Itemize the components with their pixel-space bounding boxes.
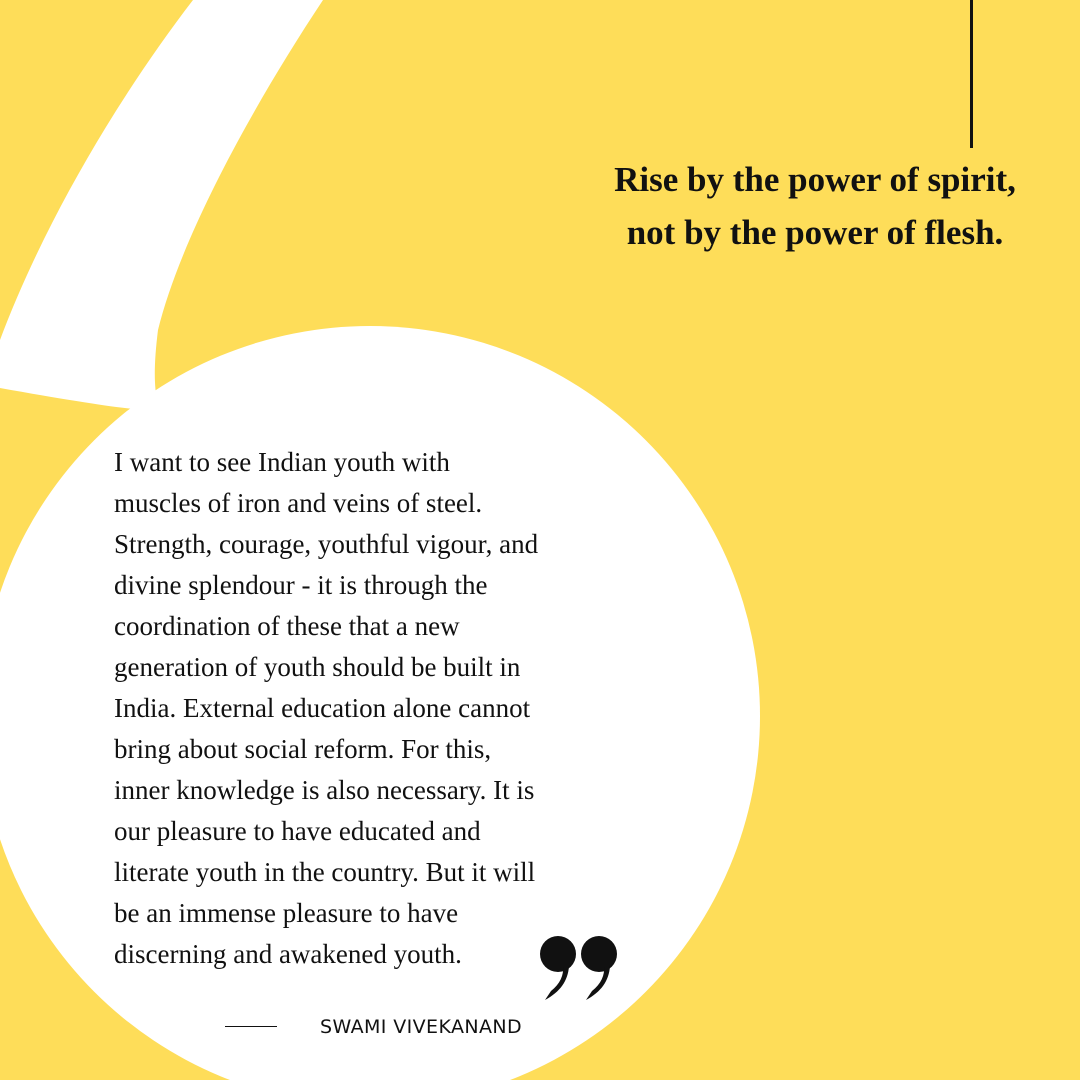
headline-line: Rise by the power of spirit, bbox=[614, 160, 1016, 199]
quote-line: literate youth in the country. But it will bbox=[114, 857, 536, 887]
headline-line: not by the power of flesh. bbox=[626, 213, 1004, 252]
quote-line: our pleasure to have educated and bbox=[114, 816, 481, 846]
top-divider-line bbox=[970, 0, 973, 148]
quote-line: generation of youth should be built in bbox=[114, 652, 521, 682]
author-dash bbox=[225, 1026, 277, 1027]
quote-line: be an immense pleasure to have bbox=[114, 898, 459, 928]
quote-line: bring about social reform. For this, bbox=[114, 734, 492, 764]
quote-text bbox=[114, 442, 594, 975]
quote-line: muscles of iron and veins of steel. bbox=[114, 488, 483, 518]
quote-line: Strength, courage, youthful vigour, and bbox=[114, 529, 539, 559]
quote-line: India. External education alone cannot bbox=[114, 693, 531, 723]
closing-quote-icon bbox=[538, 934, 622, 1000]
quote-line: I want to see Indian youth with bbox=[114, 447, 450, 477]
quote-line: discerning and awakened youth. bbox=[114, 939, 462, 969]
quote-line: inner knowledge is also necessary. It is bbox=[114, 775, 535, 805]
quote-line: divine splendour - it is through the bbox=[114, 570, 488, 600]
quote-line: coordination of these that a new bbox=[114, 611, 460, 641]
author-name: SWAMI VIVEKANAND bbox=[320, 1016, 523, 1038]
headline bbox=[560, 153, 1070, 259]
